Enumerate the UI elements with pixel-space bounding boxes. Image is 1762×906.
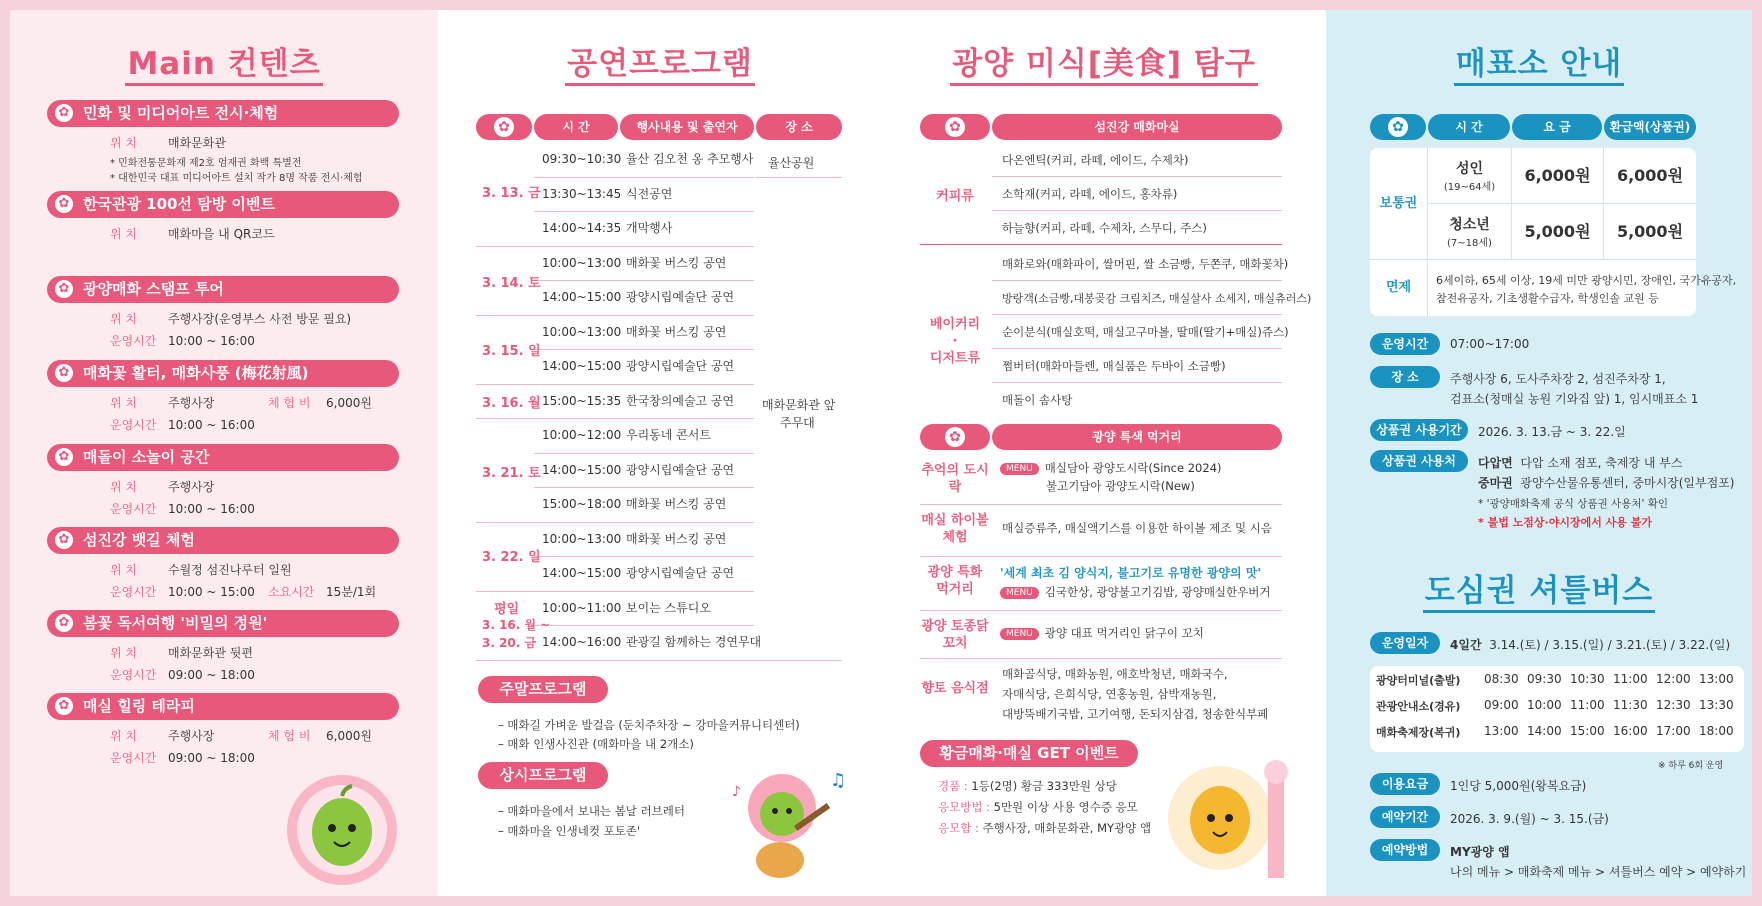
ticket-header: 시 간 [1428, 114, 1510, 140]
ticket-header: 요 금 [1512, 114, 1602, 140]
special-item: 매실증류주, 매실액기스를 이용한 하이볼 제조 및 시음 [1002, 521, 1272, 535]
weekend-program-pill: 주말프로그램 [478, 676, 608, 703]
time-cell: 10:00~13:00 [542, 324, 622, 339]
use-row: 다압면 다압 소재 점포, 축제장 내 부스 [1478, 456, 1683, 470]
info-row: 운영시간 10:00 ~ 16:00 [110, 418, 255, 432]
shuttle-stop: 관광안내소(경유) [1376, 700, 1461, 713]
food-panel [882, 10, 1326, 896]
guitar-mascot-illustration [720, 756, 860, 890]
section-header: ✿ 매실 힐링 테라피 [47, 693, 399, 720]
shuttle-time: 11:30 [1613, 698, 1648, 712]
shuttle-stop: 매화축제장(복귀) [1376, 726, 1461, 739]
divider [992, 382, 1282, 383]
method-path: 나의 메뉴 > 매화축제 메뉴 > 셔틀버스 예약 > 예약하기 [1450, 865, 1747, 879]
svg-text:♫: ♫ [830, 770, 847, 791]
adult-fee: 6,000원 [1512, 148, 1604, 204]
category-label: 추억의 도시락 [921, 463, 989, 495]
flower-icon: ✿ [945, 427, 965, 447]
section-header: ✿ 광양매화 스탬프 투어 [47, 276, 399, 303]
event-cell: 광양시립예술단 공연 [626, 566, 735, 580]
exempt-text: 참전유공자, 기초생활수급자, 학생인솔 교원 등 [1436, 292, 1659, 305]
info-row: 운영시간 10:00 ~ 16:00 [110, 334, 255, 348]
maesil-mascot-illustration [272, 770, 412, 890]
table-header-icon-cell [476, 114, 532, 140]
bakery-item: 순이분식(매실호떡, 매실고구마볼, 딸매(딸기+매실)쥬스) [1002, 325, 1289, 339]
adult-refund: 6,000원 [1604, 148, 1696, 204]
info-row: 위 치 주행사장 체 험 비 6,000원 [110, 729, 372, 743]
shuttle-time: 09:00 [1484, 698, 1519, 712]
shuttle-time: 11:00 [1613, 672, 1648, 686]
flower-icon: ✿ [55, 531, 73, 549]
panel-title: 공연프로그램 [438, 38, 882, 83]
info-row: 운영시간 10:00 ~ 16:00 [110, 502, 255, 516]
special-item: MENU 김국한상, 광양불고기김밥, 광양매실한우버거 [1000, 584, 1270, 600]
shuttle-note: ※ 하루 6회 운영 [1658, 761, 1724, 771]
special-item: 불고기담아 광양도시락(New) [1046, 479, 1195, 493]
time-cell: 15:00~18:00 [542, 497, 622, 511]
use-row: 중마권 광양수산물유통센터, 중마시장(일부점포) [1478, 476, 1735, 490]
svg-text:♪: ♪ [732, 784, 741, 800]
event-cell: 식전공연 [626, 186, 673, 201]
event-cell: 한국창의예술고 공연 [626, 393, 735, 408]
event-row: 응모방법 : 5만원 이상 사용 영수증 응모 [938, 800, 1138, 814]
divider [992, 280, 1282, 281]
flower-icon: ✿ [55, 104, 73, 122]
info-label: 장 소 [1370, 366, 1440, 388]
info-label: 상품권 사용기간 [1370, 419, 1468, 441]
flower-icon: ✿ [55, 614, 73, 632]
shuttle-time: 14:00 [1527, 724, 1562, 738]
info-row: 위 치 주행사장 체 험 비 6,000원 [110, 396, 372, 410]
date-divider [476, 246, 534, 247]
time-cell: 14:00~15:00 [542, 290, 622, 304]
time-cell: 14:00~15:00 [542, 359, 622, 373]
info-value: 2026. 3. 13.금 ~ 3. 22.일 [1478, 425, 1626, 439]
flower-icon: ✿ [945, 117, 965, 137]
flower-icon: ✿ [1388, 117, 1408, 137]
bakery-item: 매화로와(매화파이, 쌀머핀, 쌀 소금빵, 두쫀쿠, 매화꽃차) [1002, 257, 1289, 271]
shuttle-time: 15:00 [1570, 724, 1605, 738]
special-item: 대방뚝배기국밥, 고기여행, 돈되지삼겹, 청송한식부페 [1002, 707, 1269, 721]
event-cell: 보이는 스튜디오 [626, 600, 711, 615]
note: * 민화전통문화재 제2호 엄재권 화백 특별전 [110, 158, 302, 169]
flower-icon: ✿ [55, 364, 73, 382]
weekend-item: – 매화 인생사진관 (매화마을 내 2개소) [498, 737, 694, 751]
coffee-item: 다온엔틱(커피, 라떼, 에이드, 수제차) [1002, 153, 1189, 167]
shuttle-stop: 광양터미널(출발) [1376, 674, 1461, 687]
exempt-text: 6세이하, 65세 이상, 19세 미만 광양시민, 장애인, 국가유공자, [1436, 274, 1737, 287]
category-label: 광양 토종닭꼬치 [921, 619, 989, 651]
bakery-item: 쩜버터(매화마들렌, 매실품은 두바이 소금빵) [1002, 359, 1226, 373]
divider [992, 176, 1282, 177]
info-value: 07:00~17:00 [1450, 337, 1530, 351]
info-row: 위 치 매화마을 내 QR코드 [110, 227, 275, 241]
performance-panel [438, 10, 882, 896]
info-label: 이용요금 [1370, 773, 1440, 795]
info-row: 위 치 주행사장 [110, 480, 215, 494]
info-label: 운영일자 [1370, 632, 1440, 654]
event-cell: 우리동네 콘서트 [626, 428, 711, 442]
time-cell: 14:00~15:00 [542, 566, 622, 580]
event-cell: 매화꽃 버스킹 공연 [626, 324, 727, 339]
event-cell: 광양시립예술단 공연 [626, 290, 735, 304]
use-note: * '광양매화축제 공식 상품권 사용처' 확인 [1478, 498, 1668, 510]
date-divider [476, 315, 534, 316]
food-header-icon-cell [920, 424, 990, 450]
time-cell: 13:30~13:45 [542, 186, 622, 201]
run-dates: 4일간 3.14.(토) / 3.15.(일) / 3.21.(토) / 3.22.(일) [1450, 638, 1731, 652]
ticket-table [1370, 148, 1737, 316]
event-row: 경품 : 1등(2명) 황금 333만원 상당 [938, 779, 1117, 793]
special-item: MENU 매실담아 광양도시락(Since 2024) [1000, 460, 1222, 476]
section-header: ✿ 매화꽃 활터, 매화사풍 (梅花射風) [47, 360, 399, 387]
coffee-item: 소학재(커피, 라떼, 에이드, 홍차류) [1002, 187, 1178, 201]
event-cell: 매화꽃 버스킹 공연 [626, 531, 727, 546]
ticket-header: 환급액(상품권) [1604, 114, 1696, 140]
event-cell: 매화꽃 버스킹 공연 [626, 497, 727, 511]
event-cell: 광양시립예술단 공연 [626, 359, 735, 373]
category-label: 광양 특화 먹거리 [927, 565, 983, 597]
food-header: 광양 특색 먹거리 [992, 424, 1282, 450]
method-value: MY광양 앱 [1450, 845, 1510, 859]
flower-icon: ✿ [55, 195, 73, 213]
category-label: 향토 음식점 [921, 681, 989, 696]
time-cell: 15:00~15:35 [542, 393, 622, 408]
flower-icon: ✿ [55, 697, 73, 715]
divider [992, 210, 1282, 211]
divider [992, 348, 1282, 349]
shuttle-time: 10:00 [1527, 698, 1562, 712]
divider [920, 504, 1282, 505]
info-label: 운영시간 [1370, 333, 1440, 355]
section-header: ✿ 봄꽃 독서여행 '비밀의 정원' [47, 610, 399, 637]
fee-value: 1인당 5,000원(왕복요금) [1450, 779, 1587, 793]
info-row: 위 치 주행사장(운영부스 사전 방문 필요) [110, 312, 352, 326]
youth-cell: 청소년 (7~18세) [1428, 204, 1512, 260]
bakery-item: 매돌이 솜사탕 [1002, 393, 1073, 407]
date-label: 3. 22. 일 [482, 550, 541, 565]
time-cell: 14:00~16:00 [542, 635, 622, 649]
always-program-pill: 상시프로그램 [478, 762, 608, 789]
time-cell: 14:00~14:35 [542, 221, 622, 235]
shuttle-time: 18:00 [1699, 724, 1734, 738]
flower-icon: ✿ [55, 448, 73, 466]
shuttle-time: 17:00 [1656, 724, 1691, 738]
shuttle-time: 12:00 [1656, 672, 1691, 686]
panel-title: 매표소 안내 [1326, 38, 1752, 83]
always-item: – 매화마을 인생네컷 포토존' [498, 824, 641, 838]
divider [992, 314, 1282, 315]
special-item: 매화골식당, 매화농원, 애호박청년, 매화국수, [1002, 667, 1228, 681]
ticket-header-icon-cell [1370, 114, 1426, 140]
adult-cell: 성인 (19~64세) [1428, 148, 1512, 204]
shuttle-time: 13:00 [1699, 672, 1734, 686]
shuttle-time: 13:30 [1699, 698, 1734, 712]
info-row: 위 치 매화문화관 뒷편 [110, 646, 253, 660]
info-row: 위 치 수월정 섬진나루터 일원 [110, 563, 292, 577]
event-pill: 황금매화·매실 GET 이벤트 [920, 740, 1138, 767]
info-row: 위 치 매화문화관 [110, 136, 226, 150]
info-label: 예약방법 [1370, 839, 1440, 861]
divider [920, 244, 1282, 245]
date-label: 3. 16. 월 [482, 396, 541, 411]
weekend-item: – 매화길 가벼운 발걸음 (둔치주차장 ~ 강마을커뮤니티센터) [498, 718, 800, 732]
ticket-panel [1326, 10, 1752, 896]
shuttle-time: 10:30 [1570, 672, 1605, 686]
time-cell: 10:00~11:00 [542, 600, 622, 615]
special-item: MENU 광양 대표 먹거리인 닭구이 꼬치 [1000, 625, 1204, 641]
main-contents-panel [10, 10, 438, 896]
weekday-range: 3. 20. 금 [482, 636, 537, 650]
time-cell: 09:30~10:30 [542, 152, 622, 166]
golden-maesil-mascot-illustration [1158, 748, 1308, 888]
use-warning: * 불법 노점상·야시장에서 사용 불가 [1478, 516, 1653, 529]
place-cell: 매화문화관 앞 [762, 398, 836, 412]
special-highlight: '세계 최초 김 양식지, 불고기로 유명한 광양의 맛' [1000, 566, 1262, 580]
date-label: 3. 14. 토 [482, 276, 541, 291]
note: * 대한민국 대표 미디어아트 설치 작가 8명 작품 전시·체험 [110, 173, 363, 184]
info-row: 운영시간 09:00 ~ 18:00 [110, 751, 255, 765]
weekday-range: 3. 16. 월 ~ [482, 618, 551, 632]
always-item: – 매화마을에서 보내는 봄날 러브레터 [498, 804, 686, 818]
date-divider [476, 522, 534, 523]
date-label: 3. 21. 토 [482, 466, 541, 481]
event-cell: 관광길 함께하는 경연무대 [626, 635, 762, 649]
exempt-label: 면제 [1370, 260, 1428, 316]
section-header: ✿ 매돌이 소놀이 공간 [47, 444, 399, 471]
table-header: 장 소 [756, 114, 842, 140]
shuttle-time: 09:30 [1527, 672, 1562, 686]
flower-icon: ✿ [494, 117, 514, 137]
panel-title: Main 컨텐츠 [10, 38, 438, 83]
shuttle-time: 16:00 [1613, 724, 1648, 738]
coffee-item: 하늘향(커피, 라떼, 수제차, 스무디, 주스) [1002, 221, 1207, 235]
date-divider [476, 591, 534, 592]
event-cell: 율산 김오천 옹 추모행사 [626, 152, 754, 166]
shuttle-time: 11:00 [1570, 698, 1605, 712]
ticket-type-label: 보통권 [1370, 148, 1428, 260]
youth-fee: 5,000원 [1512, 204, 1604, 260]
date-divider [476, 384, 534, 385]
shuttle-time: 13:00 [1484, 724, 1519, 738]
info-label: 상품권 사용처 [1370, 450, 1468, 472]
date-label: 3. 13. 금 [482, 186, 541, 201]
time-cell: 10:00~12:00 [542, 428, 622, 442]
panel-title: 광양 미식[美食] 탐구 [882, 38, 1326, 83]
event-cell: 매화꽃 버스킹 공연 [626, 255, 727, 270]
date-label: 3. 15. 일 [482, 344, 541, 359]
category-label: 매실 하이볼 체험 [921, 513, 989, 545]
info-value: 주행사장 6, 도사주차장 2, 섬진주차장 1, [1450, 372, 1666, 386]
place-cell: 주무대 [780, 416, 815, 430]
reserve-value: 2026. 3. 9.(월) ~ 3. 15.(금) [1450, 812, 1609, 826]
category-label: 베이커리 · 디저트류 [929, 317, 981, 366]
table-header: 행사내용 및 출연자 [620, 114, 754, 140]
place-cell: 율산공원 [768, 156, 815, 170]
time-cell: 10:00~13:00 [542, 531, 622, 546]
bakery-item: 방랑객(소금빵,대봉곶감 크림치즈, 매실살사 소세지, 매실츄러스) [1002, 292, 1312, 305]
shuttle-title: 도심권 셔틀버스 [1326, 565, 1752, 610]
time-cell: 14:00~15:00 [542, 462, 622, 477]
divider [920, 556, 1282, 557]
weekday-label: 평일 [494, 602, 520, 617]
category-label: 커피류 [936, 189, 974, 204]
special-item: 자매식당, 은희식당, 연홍농원, 삼박재농원, [1002, 687, 1217, 701]
youth-refund: 5,000원 [1604, 204, 1696, 260]
shuttle-time: 12:30 [1656, 698, 1691, 712]
event-cell: 광양시립예술단 공연 [626, 462, 735, 477]
shuttle-timetable [1370, 666, 1744, 752]
info-label: 예약기간 [1370, 806, 1440, 828]
time-cell: 10:00~13:00 [542, 255, 622, 270]
table-bottom-line [476, 660, 842, 661]
table-header: 시 간 [534, 114, 618, 140]
date-divider [476, 418, 534, 419]
section-header: ✿ 섬진강 뱃길 체험 [47, 527, 399, 554]
section-header: ✿ 민화 및 미디어아트 전시·체험 [47, 100, 399, 127]
divider [920, 658, 1282, 659]
food-header: 섬진강 매화마실 [992, 114, 1282, 140]
event-cell: 개막행사 [626, 221, 673, 235]
info-row: 운영시간 10:00 ~ 15:00 소요시간 15분/1회 [110, 585, 377, 599]
food-header-icon-cell [920, 114, 990, 140]
shuttle-time: 08:30 [1484, 672, 1519, 686]
info-value: 검표소(청매실 농원 기와집 앞) 1, 임시매표소 1 [1450, 392, 1699, 406]
divider [920, 610, 1282, 611]
event-row: 응모함 : 주행사장, 매화문화관, MY광양 앱 [938, 821, 1152, 835]
section-header: ✿ 한국관광 100선 탐방 이벤트 [47, 191, 399, 218]
flower-icon: ✿ [55, 280, 73, 298]
info-row: 운영시간 09:00 ~ 18:00 [110, 668, 255, 682]
